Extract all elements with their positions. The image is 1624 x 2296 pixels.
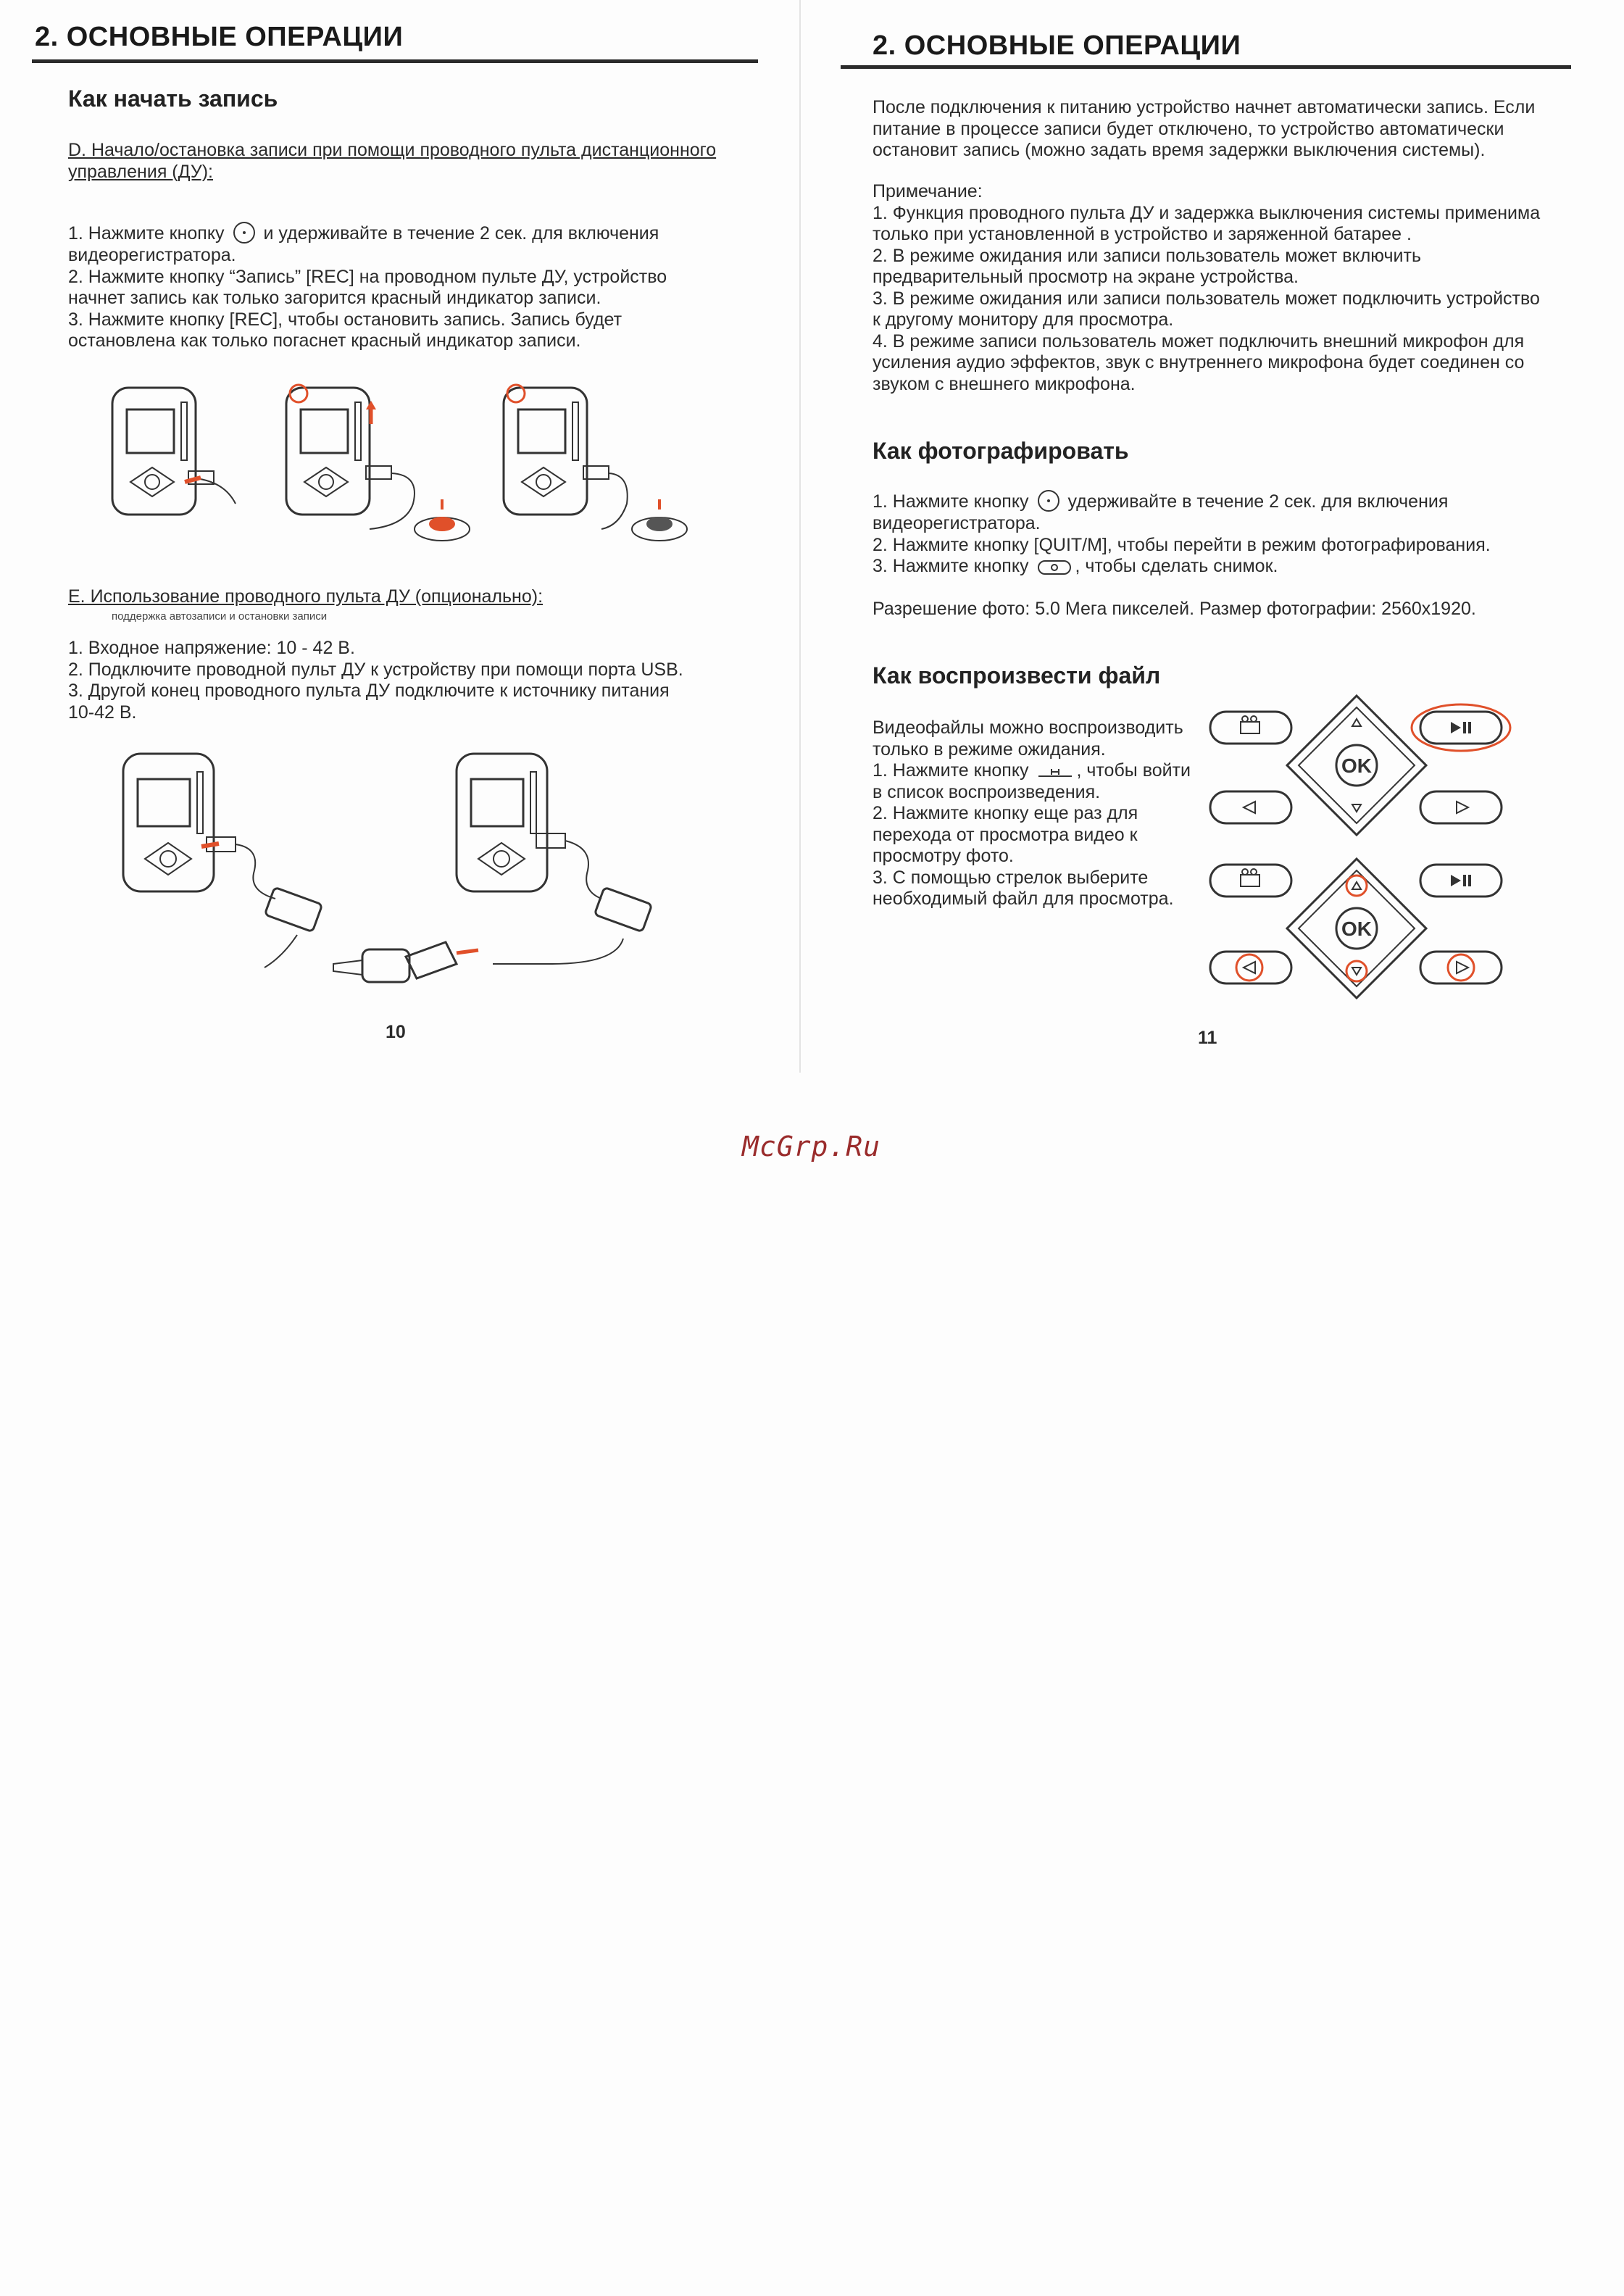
e-heading: E. Использование проводного пульта ДУ (опционально): [68,586,544,607]
right-arrow-icon [1457,802,1468,813]
left-arrow-icon [1244,802,1255,813]
up-arrow-icon [1352,719,1361,726]
camera-mode-button [1210,712,1291,744]
control-pad-diagram-top [1210,696,1522,855]
section-title-playback: Как воспроизвести файл [873,662,1161,689]
power-button-icon [230,223,259,245]
photo-resolution: Разрешение фото: 5.0 Мега пикселей. Размер фотографии: 2560x1920. [873,599,1476,619]
shutter-button-icon [1034,558,1070,577]
camera-device-icon [504,385,687,541]
camera-device-icon [123,754,322,968]
control-pad-diagram-bottom [1210,859,1522,1018]
playback-button-icon [1034,763,1072,779]
left-header-title: 2. ОСНОВНЫЕ ОПЕРАЦИИ [35,22,404,52]
remote-connection-illustration [116,746,681,993]
remote-recording-illustration [109,380,746,569]
section-title-photo: Как фотографировать [873,438,1129,464]
e-steps: 1. Входное напряжение: 10 - 42 В. 2. Подключите проводной пульт ДУ к устройству при помощи порта USB. 3. Другой конец проводного пульта ДУ подключите к источнику питания 10-42 В. [68,638,683,723]
ok-label: OK [1341,918,1372,940]
down-arrow-icon [1352,804,1361,812]
camera-mode-button [1210,865,1291,897]
left-button [1210,791,1291,823]
down-arrow-icon [1352,968,1361,975]
d-heading-line2: управления (ДУ): [68,162,213,182]
right-button [1420,952,1502,983]
section-title-recording: Как начать запись [68,86,278,112]
photo-steps: 1. Нажмите кнопку удерживайте в течение 2 сек. для включения видеорегистратора. 2. Нажмите кнопку [QUIT/M], чтобы перейти в режим фотографирования. 3. Нажмите кнопку , чтобы сделать снимок. [873,491,1491,577]
play-pause-icon [1451,722,1471,733]
right-arrow-icon [1457,962,1468,973]
right-button [1420,791,1502,823]
notes: Примечание: 1. Функция проводного пульта ДУ и задержка выключения системы применима только при установленной в устройство и заряженной батарее . 2. В режиме ожидания или записи пользователь может включить предварительный просмотр на экране устройства. 3. В режиме ожидания или записи пользователь может подключить устройство к другому монитору для просмотра. 4. В режиме записи пользователь может подключить внешний микрофон для усиления аудио эффектов, звук с внутреннего микрофона будет соединен со звуком с внешнего микрофона. [873,181,1541,394]
e-note: поддержка автозаписи и остановки записи [112,610,328,623]
d-heading-line1: D. Начало/остановка записи при помощи проводного пульта дистанционного [68,140,717,160]
page-number-left: 10 [386,1022,406,1042]
right-header-rule [841,65,1571,69]
right-header-title: 2. ОСНОВНЫЕ ОПЕРАЦИИ [873,30,1241,61]
playback-text: Видеофайлы можно воспроизводить только в режиме ожидания. 1. Нажмите кнопку , чтобы войти в список воспроизведения. 2. Нажмите кнопку еще раз для перехода от просмотра видео к просмотру фото. 3. С помощью стрелок выберите необходимый файл для просмотра. [873,718,1191,909]
page-right [804,0,1624,1073]
camera-device-icon [286,385,470,541]
up-arrow-icon [1352,882,1361,889]
power-button-icon [1034,491,1063,513]
left-header-rule [32,59,758,63]
d-step-1: 1. Нажмите кнопку и удерживайте в течение 2 сек. для включения [68,223,667,245]
left-arrow-icon [1244,962,1255,973]
ok-label: OK [1341,754,1372,777]
book-spine [799,0,801,1073]
camera-icon [1241,869,1259,886]
play-pause-icon [1451,875,1471,886]
camera-device-icon [333,754,652,982]
page-left [0,0,797,1073]
d-steps: 1. Нажмите кнопку и удерживайте в течение 2 сек. для включения видеорегистратора. 2. Нажмите кнопку “Запись” [REC] на проводном пульте ДУ, устройство начнет запись как только загорится красный индикатор записи. 3. Нажмите кнопку [REC], чтобы остановить запись. Запись будет остановлена как только погаснет красный индикатор записи. [68,223,667,352]
page-number-right: 11 [1198,1028,1217,1048]
left-button [1210,952,1291,983]
intro-text: После подключения к питанию устройство начнет автоматически запись. Если питание в процессе записи будет отключено, то устройство автоматически остановит запись (можно задать время задержки выключения системы). [873,97,1536,160]
camera-icon [1241,716,1259,733]
watermark: McGrp.Ru [742,1131,881,1162]
camera-device-icon [112,388,236,515]
